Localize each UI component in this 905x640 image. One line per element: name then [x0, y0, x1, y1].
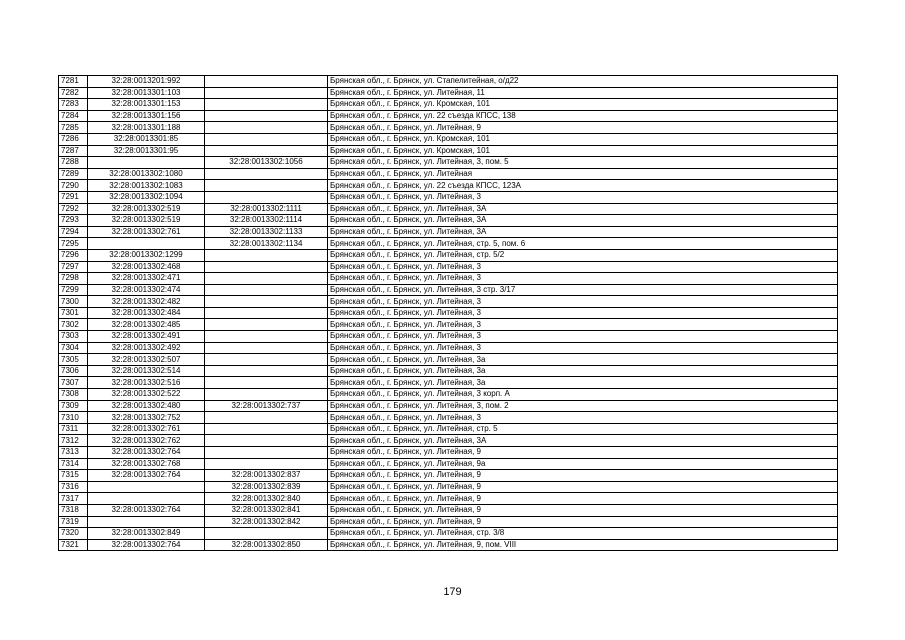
- row-number-cell: 7297: [59, 261, 88, 273]
- table-row: [59, 331, 838, 343]
- row-number-cell: 7305: [59, 354, 88, 366]
- table-row: [59, 261, 838, 273]
- table-row: [59, 435, 838, 447]
- related-cadastral-number-cell: [205, 528, 328, 540]
- cadastral-number-cell: 32:28:0013301:85: [88, 133, 205, 145]
- related-cadastral-number-cell: [205, 168, 328, 180]
- related-cadastral-number-cell: [205, 87, 328, 99]
- table-row: [59, 110, 838, 122]
- table-row: [59, 470, 838, 482]
- related-cadastral-number-cell: [205, 331, 328, 343]
- address-cell: Брянская обл., г. Брянск, ул. Литейная, 3, пом. 5: [328, 157, 838, 169]
- cadastral-number-cell: 32:28:0013302:1080: [88, 168, 205, 180]
- related-cadastral-number-cell: [205, 389, 328, 401]
- related-cadastral-number-cell: 32:28:0013302:1134: [205, 238, 328, 250]
- address-cell: Брянская обл., г. Брянск, ул. Литейная, 9: [328, 122, 838, 134]
- address-cell: Брянская обл., г. Брянск, ул. Литейная, 3: [328, 331, 838, 343]
- cadastral-number-cell: 32:28:0013302:519: [88, 215, 205, 227]
- row-number-cell: 7293: [59, 215, 88, 227]
- row-number-cell: 7319: [59, 516, 88, 528]
- related-cadastral-number-cell: [205, 99, 328, 111]
- address-cell: Брянская обл., г. Брянск, ул. Литейная, 3: [328, 261, 838, 273]
- cadastral-number-cell: 32:28:0013302:849: [88, 528, 205, 540]
- table-row: [59, 504, 838, 516]
- address-cell: Брянская обл., г. Брянск, ул. Кромская, 101: [328, 133, 838, 145]
- address-cell: Брянская обл., г. Брянск, ул. Литейная, 3А: [328, 226, 838, 238]
- cadastral-number-cell: 32:28:0013301:156: [88, 110, 205, 122]
- table-row: [59, 296, 838, 308]
- cadastral-number-cell: 32:28:0013302:491: [88, 331, 205, 343]
- address-cell: Брянская обл., г. Брянск, ул. Литейная, 3а: [328, 377, 838, 389]
- table-row: [59, 528, 838, 540]
- cadastral-number-cell: 32:28:0013302:764: [88, 539, 205, 551]
- cadastral-number-cell: 32:28:0013302:492: [88, 342, 205, 354]
- table-row: [59, 157, 838, 169]
- cadastral-number-cell: 32:28:0013302:764: [88, 504, 205, 516]
- address-cell: Брянская обл., г. Брянск, ул. Литейная, стр. 3/8: [328, 528, 838, 540]
- row-number-cell: 7317: [59, 493, 88, 505]
- address-cell: Брянская обл., г. Брянск, ул. Литейная, 3, пом. 2: [328, 400, 838, 412]
- row-number-cell: 7314: [59, 458, 88, 470]
- cadastral-number-cell: [88, 516, 205, 528]
- row-number-cell: 7304: [59, 342, 88, 354]
- related-cadastral-number-cell: [205, 76, 328, 88]
- address-cell: Брянская обл., г. Брянск, ул. Литейная, 3: [328, 191, 838, 203]
- table-row: [59, 307, 838, 319]
- address-cell: Брянская обл., г. Брянск, ул. Литейная, 3: [328, 273, 838, 285]
- row-number-cell: 7296: [59, 249, 88, 261]
- address-cell: Брянская обл., г. Брянск, ул. Литейная, 9: [328, 493, 838, 505]
- cadastral-number-cell: [88, 157, 205, 169]
- cadastral-number-cell: [88, 238, 205, 250]
- row-number-cell: 7307: [59, 377, 88, 389]
- cadastral-number-cell: 32:28:0013302:522: [88, 389, 205, 401]
- row-number-cell: 7313: [59, 447, 88, 459]
- related-cadastral-number-cell: [205, 110, 328, 122]
- table-row: [59, 238, 838, 250]
- address-cell: Брянская обл., г. Брянск, ул. Литейная, 3: [328, 319, 838, 331]
- table-row: [59, 133, 838, 145]
- related-cadastral-number-cell: 32:28:0013302:839: [205, 481, 328, 493]
- row-number-cell: 7310: [59, 412, 88, 424]
- cadastral-number-cell: [88, 481, 205, 493]
- address-cell: Брянская обл., г. Брянск, ул. Литейная, 9а: [328, 458, 838, 470]
- row-number-cell: 7312: [59, 435, 88, 447]
- cadastral-number-cell: 32:28:0013302:761: [88, 423, 205, 435]
- cadastral-number-cell: 32:28:0013302:768: [88, 458, 205, 470]
- address-cell: Брянская обл., г. Брянск, ул. 22 съезда КПСС, 123А: [328, 180, 838, 192]
- table-row: [59, 342, 838, 354]
- address-cell: Брянская обл., г. Брянск, ул. Литейная, 3 стр. 3/17: [328, 284, 838, 296]
- table-row: [59, 447, 838, 459]
- registry-table-body: [59, 76, 838, 551]
- table-row: [59, 191, 838, 203]
- table-row: [59, 168, 838, 180]
- address-cell: Брянская обл., г. Брянск, ул. Литейная, 3А: [328, 215, 838, 227]
- table-row: [59, 423, 838, 435]
- table-row: [59, 389, 838, 401]
- related-cadastral-number-cell: 32:28:0013302:1056: [205, 157, 328, 169]
- related-cadastral-number-cell: 32:28:0013302:737: [205, 400, 328, 412]
- related-cadastral-number-cell: [205, 191, 328, 203]
- address-cell: Брянская обл., г. Брянск, ул. Стапелитейная, о/д22: [328, 76, 838, 88]
- related-cadastral-number-cell: [205, 319, 328, 331]
- cadastral-number-cell: 32:28:0013302:764: [88, 470, 205, 482]
- related-cadastral-number-cell: [205, 435, 328, 447]
- table-row: [59, 249, 838, 261]
- table-row: [59, 284, 838, 296]
- row-number-cell: 7281: [59, 76, 88, 88]
- related-cadastral-number-cell: [205, 249, 328, 261]
- row-number-cell: 7316: [59, 481, 88, 493]
- related-cadastral-number-cell: 32:28:0013302:850: [205, 539, 328, 551]
- address-cell: Брянская обл., г. Брянск, ул. Литейная, 9: [328, 504, 838, 516]
- row-number-cell: 7292: [59, 203, 88, 215]
- related-cadastral-number-cell: 32:28:0013302:1111: [205, 203, 328, 215]
- related-cadastral-number-cell: [205, 133, 328, 145]
- row-number-cell: 7320: [59, 528, 88, 540]
- table-row: [59, 354, 838, 366]
- cadastral-number-cell: 32:28:0013301:153: [88, 99, 205, 111]
- row-number-cell: 7289: [59, 168, 88, 180]
- related-cadastral-number-cell: 32:28:0013302:1114: [205, 215, 328, 227]
- related-cadastral-number-cell: [205, 180, 328, 192]
- row-number-cell: 7303: [59, 331, 88, 343]
- related-cadastral-number-cell: [205, 377, 328, 389]
- row-number-cell: 7306: [59, 365, 88, 377]
- row-number-cell: 7315: [59, 470, 88, 482]
- address-cell: Брянская обл., г. Брянск, ул. Литейная, 3: [328, 296, 838, 308]
- related-cadastral-number-cell: [205, 412, 328, 424]
- row-number-cell: 7321: [59, 539, 88, 551]
- cadastral-number-cell: [88, 493, 205, 505]
- cadastral-number-cell: 32:28:0013301:103: [88, 87, 205, 99]
- related-cadastral-number-cell: 32:28:0013302:837: [205, 470, 328, 482]
- cadastral-number-cell: 32:28:0013302:519: [88, 203, 205, 215]
- cadastral-number-cell: 32:28:0013302:514: [88, 365, 205, 377]
- row-number-cell: 7283: [59, 99, 88, 111]
- table-row: [59, 400, 838, 412]
- related-cadastral-number-cell: 32:28:0013302:842: [205, 516, 328, 528]
- table-row: [59, 539, 838, 551]
- table-row: [59, 377, 838, 389]
- row-number-cell: 7311: [59, 423, 88, 435]
- table-row: [59, 458, 838, 470]
- address-cell: Брянская обл., г. Брянск, ул. Литейная, стр. 5: [328, 423, 838, 435]
- address-cell: Брянская обл., г. Брянск, ул. Литейная, 3: [328, 307, 838, 319]
- cadastral-number-cell: 32:28:0013302:516: [88, 377, 205, 389]
- cadastral-number-cell: 32:28:0013302:761: [88, 226, 205, 238]
- table-row: [59, 87, 838, 99]
- address-cell: Брянская обл., г. Брянск, ул. Литейная, 9, пом. VIII: [328, 539, 838, 551]
- table-row: [59, 481, 838, 493]
- address-cell: Брянская обл., г. Брянск, ул. Литейная, 9: [328, 481, 838, 493]
- cadastral-number-cell: 32:28:0013302:762: [88, 435, 205, 447]
- address-cell: Брянская обл., г. Брянск, ул. Литейная, 3А: [328, 203, 838, 215]
- related-cadastral-number-cell: [205, 122, 328, 134]
- cadastral-number-cell: 32:28:0013302:752: [88, 412, 205, 424]
- table-row: [59, 412, 838, 424]
- row-number-cell: 7295: [59, 238, 88, 250]
- related-cadastral-number-cell: 32:28:0013302:1133: [205, 226, 328, 238]
- row-number-cell: 7298: [59, 273, 88, 285]
- row-number-cell: 7287: [59, 145, 88, 157]
- row-number-cell: 7282: [59, 87, 88, 99]
- address-cell: Брянская обл., г. Брянск, ул. Литейная, 9: [328, 470, 838, 482]
- row-number-cell: 7299: [59, 284, 88, 296]
- cadastral-number-cell: 32:28:0013301:188: [88, 122, 205, 134]
- address-cell: Брянская обл., г. Брянск, ул. Литейная, 3: [328, 342, 838, 354]
- table-row: [59, 215, 838, 227]
- related-cadastral-number-cell: [205, 354, 328, 366]
- cadastral-number-cell: 32:28:0013302:482: [88, 296, 205, 308]
- related-cadastral-number-cell: [205, 296, 328, 308]
- table-row: [59, 99, 838, 111]
- address-cell: Брянская обл., г. Брянск, ул. Кромская, 101: [328, 99, 838, 111]
- cadastral-number-cell: 32:28:0013201:992: [88, 76, 205, 88]
- table-row: [59, 180, 838, 192]
- table-row: [59, 493, 838, 505]
- address-cell: Брянская обл., г. Брянск, ул. Литейная: [328, 168, 838, 180]
- address-cell: Брянская обл., г. Брянск, ул. Литейная, 9: [328, 447, 838, 459]
- related-cadastral-number-cell: [205, 365, 328, 377]
- related-cadastral-number-cell: [205, 145, 328, 157]
- row-number-cell: 7300: [59, 296, 88, 308]
- related-cadastral-number-cell: [205, 273, 328, 285]
- row-number-cell: 7309: [59, 400, 88, 412]
- related-cadastral-number-cell: [205, 447, 328, 459]
- related-cadastral-number-cell: [205, 284, 328, 296]
- row-number-cell: 7284: [59, 110, 88, 122]
- row-number-cell: 7301: [59, 307, 88, 319]
- page-number: 179: [443, 586, 462, 598]
- cadastral-number-cell: 32:28:0013302:1094: [88, 191, 205, 203]
- cadastral-number-cell: 32:28:0013302:485: [88, 319, 205, 331]
- address-cell: Брянская обл., г. Брянск, ул. Литейная, 3А: [328, 435, 838, 447]
- address-cell: Брянская обл., г. Брянск, ул. Литейная, 11: [328, 87, 838, 99]
- table-row: [59, 122, 838, 134]
- address-cell: Брянская обл., г. Брянск, ул. Литейная, стр. 5/2: [328, 249, 838, 261]
- table-row: [59, 516, 838, 528]
- row-number-cell: 7285: [59, 122, 88, 134]
- cadastral-number-cell: 32:28:0013302:1299: [88, 249, 205, 261]
- table-row: [59, 226, 838, 238]
- address-cell: Брянская обл., г. Брянск, ул. Кромская, 101: [328, 145, 838, 157]
- related-cadastral-number-cell: 32:28:0013302:840: [205, 493, 328, 505]
- row-number-cell: 7308: [59, 389, 88, 401]
- row-number-cell: 7288: [59, 157, 88, 169]
- cadastral-number-cell: 32:28:0013302:468: [88, 261, 205, 273]
- table-row: [59, 319, 838, 331]
- table-row: [59, 145, 838, 157]
- related-cadastral-number-cell: [205, 307, 328, 319]
- address-cell: Брянская обл., г. Брянск, ул. Литейная, 3а: [328, 354, 838, 366]
- row-number-cell: 7290: [59, 180, 88, 192]
- row-number-cell: 7318: [59, 504, 88, 516]
- cadastral-number-cell: 32:28:0013302:471: [88, 273, 205, 285]
- address-cell: Брянская обл., г. Брянск, ул. Литейная, стр. 5, пом. 6: [328, 238, 838, 250]
- row-number-cell: 7286: [59, 133, 88, 145]
- table-row: [59, 365, 838, 377]
- cadastral-number-cell: 32:28:0013302:484: [88, 307, 205, 319]
- address-cell: Брянская обл., г. Брянск, ул. Литейная, 3: [328, 412, 838, 424]
- cadastral-number-cell: 32:28:0013302:480: [88, 400, 205, 412]
- address-cell: Брянская обл., г. Брянск, ул. Литейная, 3 корп. А: [328, 389, 838, 401]
- row-number-cell: 7294: [59, 226, 88, 238]
- registry-table: [58, 75, 838, 551]
- related-cadastral-number-cell: [205, 261, 328, 273]
- cadastral-number-cell: 32:28:0013302:764: [88, 447, 205, 459]
- table-row: [59, 76, 838, 88]
- address-cell: Брянская обл., г. Брянск, ул. Литейная, 9: [328, 516, 838, 528]
- table-row: [59, 203, 838, 215]
- address-cell: Брянская обл., г. Брянск, ул. 22 съезда КПСС, 138: [328, 110, 838, 122]
- related-cadastral-number-cell: [205, 423, 328, 435]
- address-cell: Брянская обл., г. Брянск, ул. Литейная, 3а: [328, 365, 838, 377]
- cadastral-number-cell: 32:28:0013301:95: [88, 145, 205, 157]
- related-cadastral-number-cell: [205, 458, 328, 470]
- cadastral-number-cell: 32:28:0013302:507: [88, 354, 205, 366]
- table-row: [59, 273, 838, 285]
- row-number-cell: 7291: [59, 191, 88, 203]
- cadastral-number-cell: 32:28:0013302:474: [88, 284, 205, 296]
- related-cadastral-number-cell: 32:28:0013302:841: [205, 504, 328, 516]
- related-cadastral-number-cell: [205, 342, 328, 354]
- row-number-cell: 7302: [59, 319, 88, 331]
- cadastral-number-cell: 32:28:0013302:1083: [88, 180, 205, 192]
